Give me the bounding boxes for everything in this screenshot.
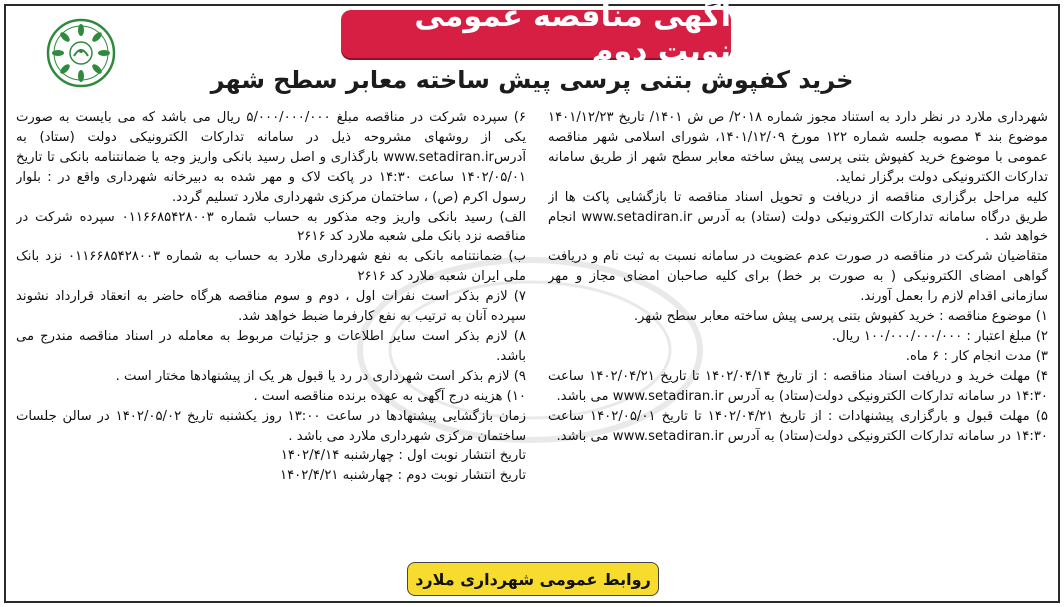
left-paragraph: ۷) لازم بذکر است نفرات اول ، دوم و سوم مناقصه هرگاه حاضر به انعقاد قرارداد نشوند سپرده آنان به ترتیب به نفع کارفرما ضبط خواهد شد. xyxy=(16,289,526,325)
left-column-text xyxy=(16,108,526,547)
right-paragraph: کلیه مراحل برگزاری مناقصه از دریافت و تحویل اسناد مناقصه تا بازگشایی پاکت ها از طریق درگاه سامانه تدارکات الکترونیکی دولت (ستاد) به آدرس www.setadiran.ir انجام خواهد شد . xyxy=(548,189,1048,245)
right-paragraph: ۱) موضوع مناقصه : خرید کفپوش بتنی پرسی پیش ساخته معابر سطح شهر. xyxy=(633,309,1048,325)
notice-banner-title: آگهی مناقصه عمومی نوبت دوم xyxy=(341,10,731,58)
left-paragraph: زمان بازگشایی پیشنهادها در ساعت ۱۳:۰۰ روز یکشنبه تاریخ ۱۴۰۲/۰۵/۰۲ در سالن جلسات ساختمان مرکزی شهرداری ملارد می باشد . xyxy=(16,408,526,444)
notice-subtitle: خرید کفپوش بتنی پرسی پیش ساخته معابر سطح شهر xyxy=(210,66,854,94)
right-paragraph: ۲) مبلغ اعتبار : ۱۰۰/۰۰۰/۰۰۰/۰۰۰ ریال. xyxy=(831,328,1048,344)
right-paragraph: ۳) مدت انجام کار : ۶ ماه. xyxy=(905,348,1048,364)
left-paragraph: ۶) سپرده شرکت در مناقصه مبلغ ۵/۰۰۰/۰۰۰/۰۰۰ ریال می باشد که می بایست به صورت یکی از روشهای مشروحه ذیل در سامانه تدارکات الکترونیکی دولت (ستاد) به آدرسwww.setadiran.ir بارگذاری و اصل رسید بانکی واریز وجه یا ضمانتنامه بانکی تا تاریخ ۱۴۰۲/۰۵/۰۱ ساعت ۱۴:۳۰ در پاکت لاک و مهر شده به دبیرخانه شهرداری واقع در : بلوار رسول اکرم (ص) ، ساختمان مرکزی شهرداری ملارد تسلیم گردد. xyxy=(16,110,526,205)
left-paragraph: ۱۰) هزینه درج آگهی به عهده برنده مناقصه است . xyxy=(253,388,526,404)
mallard-municipality-logo-icon xyxy=(46,18,116,88)
public-relations-footer: روابط عمومی شهرداری ملارد xyxy=(407,562,659,596)
left-paragraph: ب) ضمانتنامه بانکی به نفع شهرداری ملارد به حساب به شماره ۰۱۱۶۶۸۵۴۲۸۰۰۳ نزد بانک ملی ایران شعبه ملارد کد ۲۶۱۶ xyxy=(16,249,526,285)
left-paragraph: تاریخ انتشار نوبت اول : چهارشنبه ۱۴۰۲/۴/۱۴ xyxy=(280,448,526,464)
left-paragraph: ۹) لازم بذکر است شهرداری در رد یا قبول هر یک از پیشنهادها مختار است . xyxy=(115,368,526,384)
left-paragraph: تاریخ انتشار نوبت دوم : چهارشنبه ۱۴۰۲/۴/۲۱ xyxy=(280,468,526,484)
right-paragraph: شهرداری ملارد در نظر دارد به استناد مجوز شماره ۲۰۱۸/ ص ش ۱۴۰۱/ تاریخ ۱۴۰۱/۱۲/۲۳ موضوع بند ۴ مصوبه جلسه شماره ۱۲۲ مورخ ۱۴۰۱/۱۲/۰۹، شورای اسلامی شهر مناقصه عمومی با موضوع خرید کفپوش بتنی پرسی پیش ساخته معابر سطح شهر از طریق سامانه تدارکات الکترونیکی دولت برگزار نماید. xyxy=(548,110,1048,185)
right-column-text xyxy=(548,108,1048,547)
right-paragraph: متقاضیان شرکت در مناقصه در صورت عدم عضویت در سامانه نسبت به ثبت نام و دریافت گواهی امضای الکترونیکی ( به صورت بر خط) برای کلیه صاحبان امضای مجاز و مهر سازمانی اقدام لازم را بعمل آورند. xyxy=(548,249,1048,305)
left-paragraph: ۸) لازم بذکر است سایر اطلاعات و جزئیات مربوط به معامله در اسناد مناقصه مندرج می باشد. xyxy=(16,328,526,364)
right-paragraph: ۵) مهلت قبول و بارگزاری پیشنهادات : از تاریخ ۱۴۰۲/۰۴/۲۱ تا تاریخ ۱۴۰۲/۰۵/۰۱ ساعت ۱۴:۳۰ در سامانه تدارکات الکترونیکی دولت(ستاد) به آدرس www.setadiran.ir می باشد. xyxy=(548,408,1048,444)
right-paragraph: ۴) مهلت خرید و دریافت اسناد مناقصه : از تاریخ ۱۴۰۲/۰۴/۱۴ تا تاریخ ۱۴۰۲/۰۴/۲۱ ساعت ۱۴:۳۰ در سامانه تدارکات الکترونیکی دولت(ستاد) به آدرس www.setadiran.ir می باشد. xyxy=(548,368,1048,404)
left-paragraph: الف) رسید بانکی واریز وجه مذکور به حساب شماره ۰۱۱۶۶۸۵۴۲۸۰۰۳ سپرده شرکت در مناقصه نزد بانک ملی شعبه ملارد کد ۲۶۱۶ xyxy=(16,209,526,245)
